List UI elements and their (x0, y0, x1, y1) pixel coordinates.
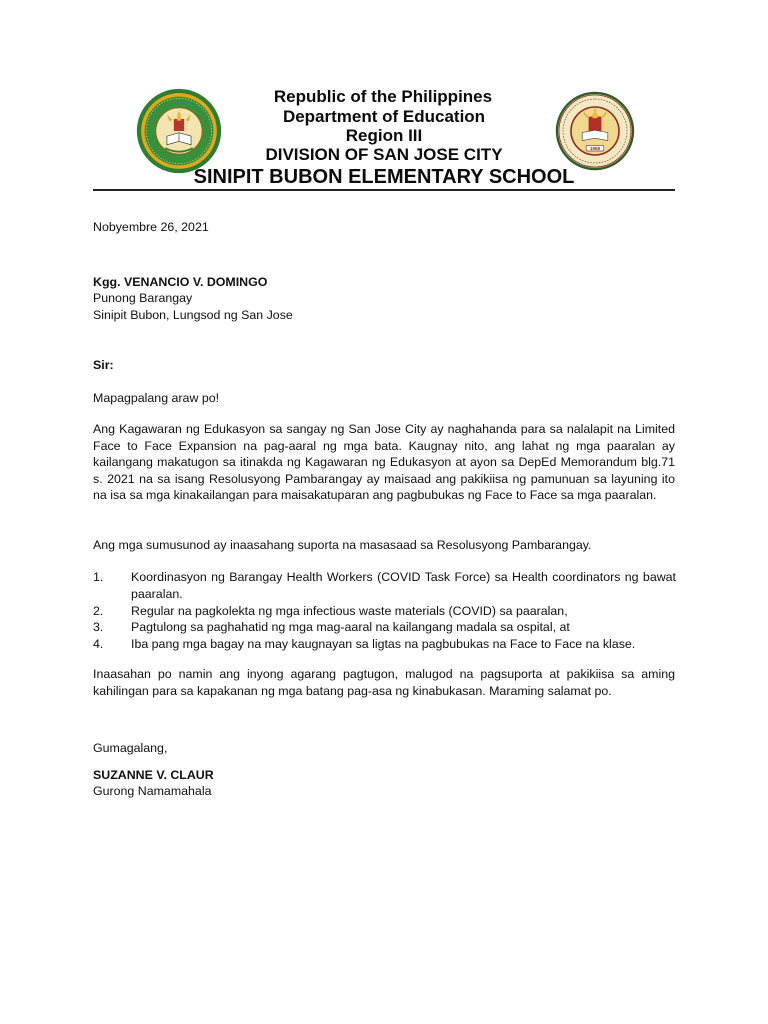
closing: Gumagalang, (93, 741, 168, 755)
letter-date: Nobyembre 26, 2021 (93, 220, 209, 234)
body-paragraph-3: Inaasahan po namin ang inyong agarang pagtugon, malugod na pagsuporta at pakikiisa sa aming kahilingan para sa kapakanan ng mga batang pag-asa ng kinabukasan. Maraming salamat po. (93, 667, 675, 698)
letterhead-school-name: SINIPIT BUBON ELEMENTARY SCHOOL (193, 166, 575, 188)
recipient-title: Punong Barangay (93, 291, 193, 305)
list-item (93, 619, 676, 636)
greeting: Mapagpalang araw po! (93, 391, 220, 405)
list-item-text: Iba pang mga bagay na may kaugnayan sa ligtas na pagbubukas na Face to Face na klase. (131, 637, 636, 652)
signer-position: Gurong Namamahala (93, 784, 212, 798)
letterhead-department: Department of Education (282, 107, 486, 126)
list-item-number: 1. (93, 570, 104, 584)
list-item (93, 569, 676, 603)
signer-name: SUZANNE V. CLAUR (93, 768, 214, 782)
list-item (93, 603, 676, 620)
letterhead-republic: Republic of the Philippines (273, 87, 493, 106)
salutation: Sir: (93, 358, 114, 372)
body-paragraph-1: Ang Kagawaran ng Edukasyon sa sangay ng San Jose City ay naghahanda para sa nalalapit na Limited Face to Face Expansion na pag-aaral ng mga bata. Kaugnay nito, ang lahat ng mga paaralan ay kailangang makatugon sa itinakda ng Kagawaran ng Edukasyon at ayon sa DepEd Memorandum blg.71 s. 2021 na sa isang Resolusyong Pambarangay ay maisaad ang pakikiisa ng pamunuan sa layuning ito na isa sa mga kinakailangan para maisakatuparan ang pagbubukas ng Face to Face sa mga paaralan. (93, 422, 675, 503)
svg-text:1968: 1968 (590, 145, 600, 151)
list-item-number: 2. (93, 603, 104, 618)
letterhead-divider (93, 189, 675, 191)
list-item-text: Pagtulong sa paghahatid ng mga mag-aaral na kailangang madala sa ospital, at (131, 620, 570, 635)
list-item-text: Koordinasyon ng Barangay Health Workers (COVID Task Force) sa Health coordinators ng bawat paaralan. (131, 570, 676, 601)
support-list (93, 569, 675, 653)
list-item-number: 4. (93, 637, 104, 652)
recipient-address: Sinipit Bubon, Lungsod ng San Jose (93, 308, 293, 322)
recipient-name: Kgg. VENANCIO V. DOMINGO (93, 275, 268, 289)
body-paragraph-2: Ang mga sumusunod ay inaasahang suporta na masasaad sa Resolusyong Pambarangay. (93, 538, 592, 552)
list-item (93, 636, 676, 653)
list-item-number: 3. (93, 620, 104, 635)
letterhead-division: DIVISION OF SAN JOSE CITY (265, 145, 503, 164)
list-item-text: Regular na pagkolekta ng mga infectious waste materials (COVID) sa paaralan, (131, 603, 568, 618)
letterhead-region: Region III (345, 126, 423, 145)
